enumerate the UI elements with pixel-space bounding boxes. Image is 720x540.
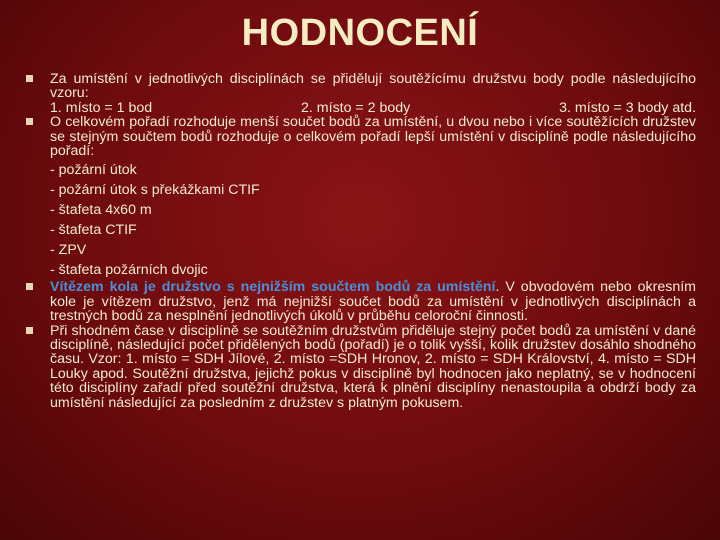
discipline-order-item: - ZPV bbox=[50, 242, 87, 259]
place-3-points: 3. místo = 3 body atd. bbox=[559, 99, 696, 116]
bullet-equal-time bbox=[24, 324, 696, 410]
bullet-overall-ranking bbox=[24, 115, 696, 280]
bullet-round-winner bbox=[24, 280, 696, 323]
discipline-order-item: - štafeta CTIF bbox=[50, 222, 137, 239]
bullet-equal-time-text: Při shodném čase v disciplíně se soutěžním družstvům přiděluje stejný počet bodů za umístění v dané disciplíně, následující počet přidělených bodů (pořadí) je o tolik vyšší, kolik družstev dosáhlo shodného času. Vzor: 1. místo = SDH Jílové, 2. místo =SDH Hronov, 2. místo = SDH Království, 4. místo = SDH Louky apod. Soutěžní družstva, jejichž pokus v disciplíně byl hodnocen jako neplatný, se v hodnocení této disciplíny zařadí před soutěžní družstva, která k plnění disciplíny nenastoupila a obdrží body za umístění následující za posledním z družstev s platným pokusem. bbox=[50, 322, 696, 411]
bullet-round-winner-text bbox=[50, 280, 696, 323]
bullet-overall-ranking-text: O celkovém pořadí rozhoduje menší součet bodů za umístění, u dvou nebo i více soutěžících družstev se stejným součtem bodů rozhoduje o celkovém pořadí lepší umístění v disciplíně podle následujícího pořadí: bbox=[50, 114, 696, 160]
slide-body bbox=[24, 72, 696, 410]
slide-title: HODNOCENÍ bbox=[241, 12, 479, 54]
discipline-order-item: - štafeta 4x60 m bbox=[50, 202, 152, 219]
discipline-order-item: - požární útok bbox=[50, 162, 137, 179]
place-points-row bbox=[50, 101, 696, 115]
bullet-scoring bbox=[24, 72, 696, 115]
bullet-scoring-text: Za umístění v jednotlivých disciplínách se přidělují soutěžícímu družstvu body podle následujícího vzoru: bbox=[50, 71, 696, 102]
square-bullet-icon bbox=[26, 75, 33, 82]
place-2-points: 2. místo = 2 body bbox=[301, 99, 411, 116]
discipline-order-item: - štafeta požárních dvojic bbox=[50, 262, 208, 279]
square-bullet-icon bbox=[26, 283, 33, 290]
place-1-points: 1. místo = 1 bod bbox=[50, 99, 153, 116]
square-bullet-icon bbox=[26, 327, 33, 334]
square-bullet-icon bbox=[26, 118, 33, 125]
winner-highlight-text: Vítězem kola je družstvo s nejnižším součtem bodů za umístění bbox=[50, 279, 496, 296]
discipline-order-item: - požární útok s překážkami CTIF bbox=[50, 182, 260, 199]
winner-rest-text: . V obvodovém nebo okresním kole je vítězem družstvo, jenž má nejnižší součet bodů za umístění v jednotlivých disciplínách a trestných bodů za nesplnění jednotlivých úkolů v průběhu celoroční činnosti. bbox=[50, 279, 696, 325]
